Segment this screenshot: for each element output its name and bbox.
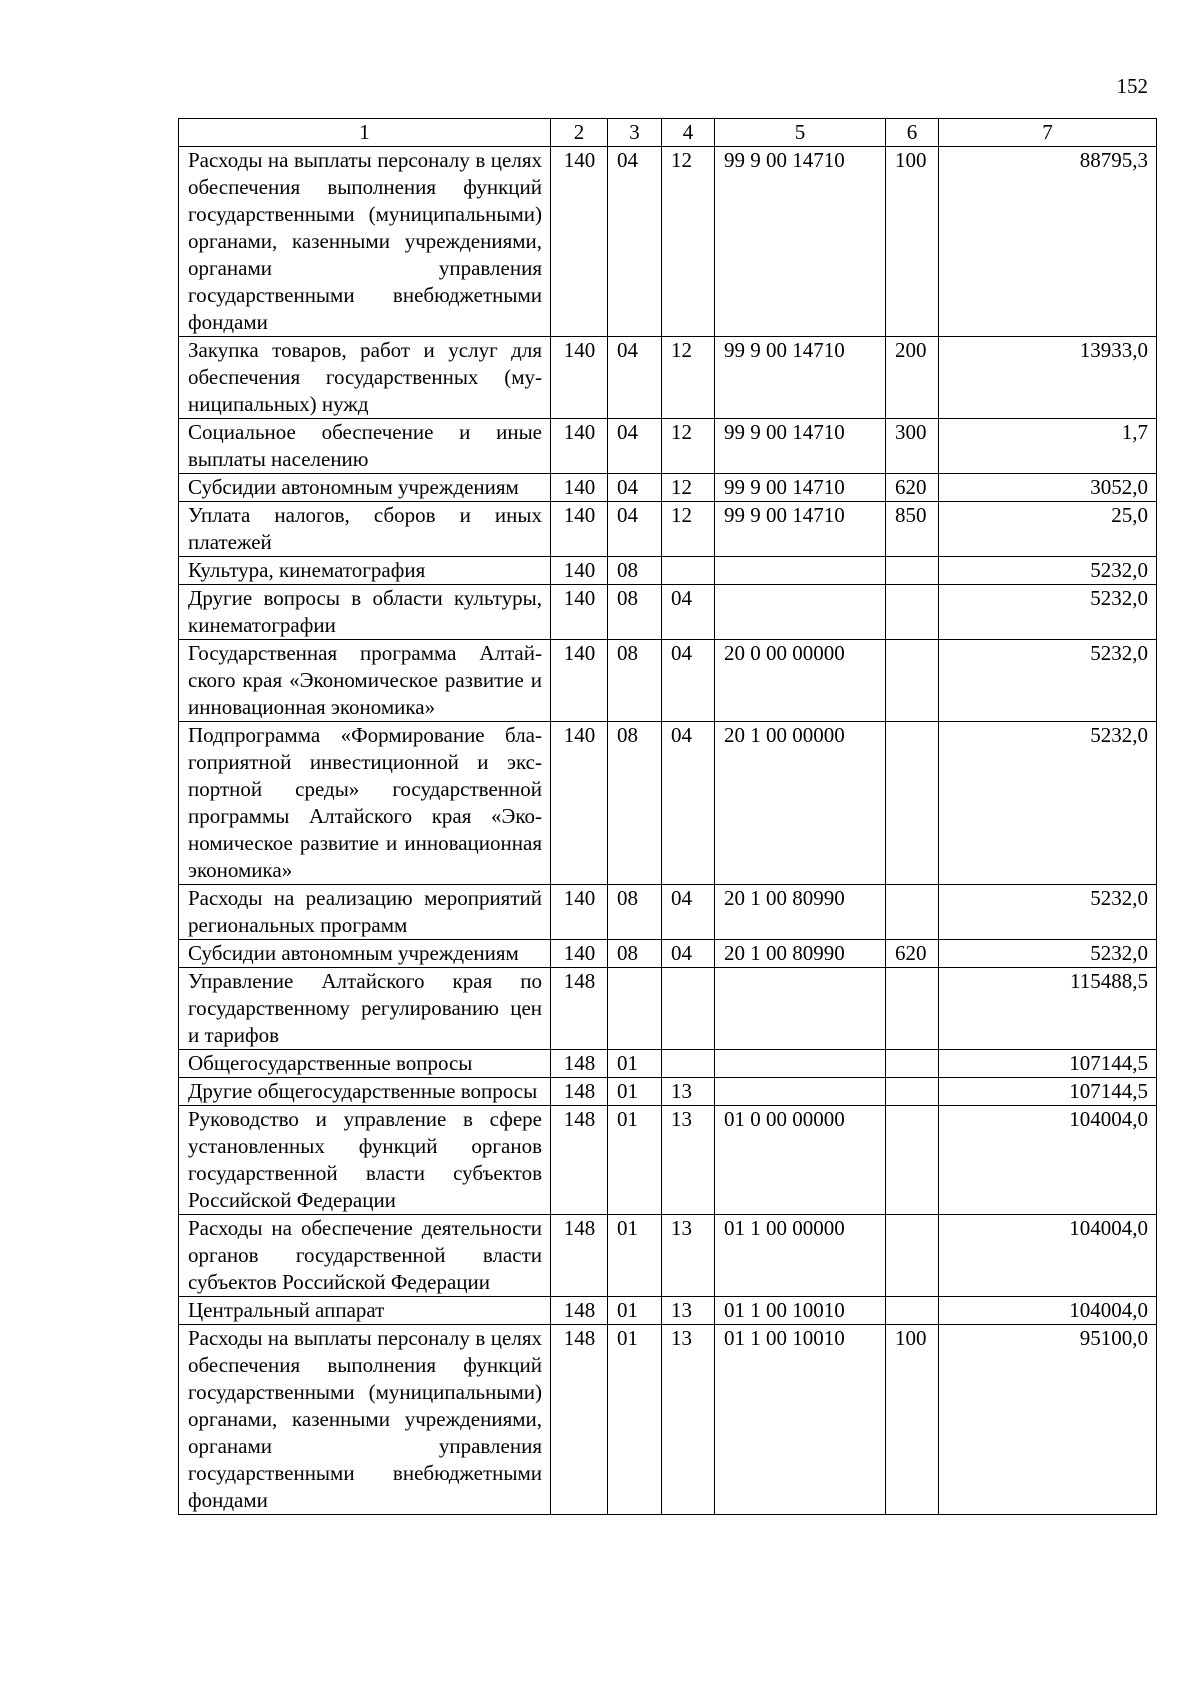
column-header-section: 3 bbox=[608, 119, 662, 147]
expense-type-cell bbox=[886, 1078, 939, 1106]
table-row bbox=[179, 1106, 1157, 1215]
target-article-cell: 99 9 00 14710 bbox=[715, 502, 886, 557]
subsection-code-cell: 13 bbox=[662, 1297, 715, 1325]
amount-cell: 5232,0 bbox=[939, 585, 1157, 640]
target-article-cell: 20 1 00 80990 bbox=[715, 885, 886, 940]
subsection-code-cell: 04 bbox=[662, 722, 715, 885]
section-code-cell bbox=[608, 968, 662, 1050]
expense-name-cell: Субсидии автономным учреждениям bbox=[179, 940, 551, 968]
target-article-cell: 20 1 00 80990 bbox=[715, 940, 886, 968]
target-article-cell: 01 1 00 10010 bbox=[715, 1325, 886, 1515]
expense-type-cell bbox=[886, 1297, 939, 1325]
expense-name-cell: Расходы на выплаты персоналу в целях обеспечения выполнения функций государственными (муниципальными) органами, казенными учреждениями, органами управления государственными внебюджетными фондами bbox=[179, 147, 551, 337]
section-code-cell: 08 bbox=[608, 640, 662, 722]
section-code-cell: 01 bbox=[608, 1325, 662, 1515]
table-row bbox=[179, 968, 1157, 1050]
table-row bbox=[179, 940, 1157, 968]
expense-name-cell: Другие вопросы в области культуры, кинематографии bbox=[179, 585, 551, 640]
amount-cell: 88795,3 bbox=[939, 147, 1157, 337]
expense-name-cell: Культура, кинематография bbox=[179, 557, 551, 585]
subsection-code-cell: 12 bbox=[662, 502, 715, 557]
admin-code-cell: 148 bbox=[551, 1078, 608, 1106]
subsection-code-cell: 12 bbox=[662, 474, 715, 502]
column-header-name: 1 bbox=[179, 119, 551, 147]
table-row bbox=[179, 474, 1157, 502]
target-article-cell: 99 9 00 14710 bbox=[715, 419, 886, 474]
table-row bbox=[179, 1215, 1157, 1297]
expense-type-cell bbox=[886, 722, 939, 885]
admin-code-cell: 140 bbox=[551, 585, 608, 640]
expense-type-cell bbox=[886, 640, 939, 722]
column-header-target-article: 5 bbox=[715, 119, 886, 147]
amount-cell: 104004,0 bbox=[939, 1297, 1157, 1325]
expense-type-cell bbox=[886, 585, 939, 640]
expense-name-cell: Другие общегосударственные вопросы bbox=[179, 1078, 551, 1106]
amount-cell: 5232,0 bbox=[939, 940, 1157, 968]
expense-name-cell: Центральный аппарат bbox=[179, 1297, 551, 1325]
target-article-cell: 01 1 00 00000 bbox=[715, 1215, 886, 1297]
admin-code-cell: 140 bbox=[551, 885, 608, 940]
target-article-cell: 99 9 00 14710 bbox=[715, 474, 886, 502]
subsection-code-cell: 13 bbox=[662, 1215, 715, 1297]
admin-code-cell: 148 bbox=[551, 1050, 608, 1078]
table-row bbox=[179, 722, 1157, 885]
amount-cell: 3052,0 bbox=[939, 474, 1157, 502]
expense-type-cell bbox=[886, 1106, 939, 1215]
admin-code-cell: 140 bbox=[551, 419, 608, 474]
subsection-code-cell bbox=[662, 1050, 715, 1078]
target-article-cell bbox=[715, 1078, 886, 1106]
amount-cell: 115488,5 bbox=[939, 968, 1157, 1050]
target-article-cell: 99 9 00 14710 bbox=[715, 337, 886, 419]
table-row bbox=[179, 502, 1157, 557]
expense-name-cell: Расходы на реализацию мероприятий региональных программ bbox=[179, 885, 551, 940]
expense-type-cell bbox=[886, 1215, 939, 1297]
section-code-cell: 08 bbox=[608, 722, 662, 885]
amount-cell: 107144,5 bbox=[939, 1078, 1157, 1106]
admin-code-cell: 148 bbox=[551, 1297, 608, 1325]
target-article-cell: 01 0 00 00000 bbox=[715, 1106, 886, 1215]
amount-cell: 25,0 bbox=[939, 502, 1157, 557]
target-article-cell bbox=[715, 557, 886, 585]
subsection-code-cell: 13 bbox=[662, 1078, 715, 1106]
expense-type-cell: 300 bbox=[886, 419, 939, 474]
section-code-cell: 01 bbox=[608, 1215, 662, 1297]
admin-code-cell: 140 bbox=[551, 557, 608, 585]
admin-code-cell: 140 bbox=[551, 474, 608, 502]
expense-type-cell bbox=[886, 557, 939, 585]
expense-type-cell bbox=[886, 885, 939, 940]
admin-code-cell: 140 bbox=[551, 502, 608, 557]
subsection-code-cell: 12 bbox=[662, 337, 715, 419]
table-row bbox=[179, 419, 1157, 474]
expense-type-cell: 100 bbox=[886, 1325, 939, 1515]
expense-name-cell: Руководство и управление в сфере установленных функций органов государственной власти субъектов Российской Федерации bbox=[179, 1106, 551, 1215]
section-code-cell: 04 bbox=[608, 337, 662, 419]
table-row bbox=[179, 1297, 1157, 1325]
expense-type-cell: 200 bbox=[886, 337, 939, 419]
table-row bbox=[179, 640, 1157, 722]
amount-cell: 13933,0 bbox=[939, 337, 1157, 419]
subsection-code-cell: 12 bbox=[662, 147, 715, 337]
amount-cell: 5232,0 bbox=[939, 557, 1157, 585]
admin-code-cell: 140 bbox=[551, 722, 608, 885]
section-code-cell: 08 bbox=[608, 885, 662, 940]
admin-code-cell: 148 bbox=[551, 1215, 608, 1297]
expense-name-cell: Подпрограмма «Формирование благоприятной инвестиционной и экспортной среды» государственной программы Алтайского края «Экономическое развитие и инновационная экономика» bbox=[179, 722, 551, 885]
subsection-code-cell: 04 bbox=[662, 585, 715, 640]
column-header-expense-type: 6 bbox=[886, 119, 939, 147]
section-code-cell: 08 bbox=[608, 585, 662, 640]
admin-code-cell: 140 bbox=[551, 640, 608, 722]
admin-code-cell: 140 bbox=[551, 337, 608, 419]
table-row bbox=[179, 147, 1157, 337]
amount-cell: 5232,0 bbox=[939, 640, 1157, 722]
expense-name-cell: Государственная программа Алтайского края «Экономическое развитие и инновационная экономика» bbox=[179, 640, 551, 722]
section-code-cell: 01 bbox=[608, 1297, 662, 1325]
expense-type-cell bbox=[886, 968, 939, 1050]
subsection-code-cell: 04 bbox=[662, 940, 715, 968]
target-article-cell: 20 0 00 00000 bbox=[715, 640, 886, 722]
admin-code-cell: 148 bbox=[551, 968, 608, 1050]
table-row bbox=[179, 885, 1157, 940]
amount-cell: 104004,0 bbox=[939, 1106, 1157, 1215]
target-article-cell: 01 1 00 10010 bbox=[715, 1297, 886, 1325]
column-header-amount: 7 bbox=[939, 119, 1157, 147]
section-code-cell: 08 bbox=[608, 940, 662, 968]
expense-type-cell bbox=[886, 1050, 939, 1078]
subsection-code-cell bbox=[662, 968, 715, 1050]
table-body bbox=[179, 147, 1157, 1515]
admin-code-cell: 148 bbox=[551, 1106, 608, 1215]
section-code-cell: 04 bbox=[608, 147, 662, 337]
amount-cell: 5232,0 bbox=[939, 722, 1157, 885]
expense-name-cell: Закупка товаров, работ и услуг для обеспечения государственных (муниципальных) нужд bbox=[179, 337, 551, 419]
amount-cell: 104004,0 bbox=[939, 1215, 1157, 1297]
subsection-code-cell: 04 bbox=[662, 885, 715, 940]
subsection-code-cell bbox=[662, 557, 715, 585]
table-row bbox=[179, 585, 1157, 640]
target-article-cell: 99 9 00 14710 bbox=[715, 147, 886, 337]
expense-name-cell: Социальное обеспечение и иные выплаты населению bbox=[179, 419, 551, 474]
expense-type-cell: 620 bbox=[886, 940, 939, 968]
section-code-cell: 08 bbox=[608, 557, 662, 585]
section-code-cell: 01 bbox=[608, 1078, 662, 1106]
target-article-cell bbox=[715, 1050, 886, 1078]
amount-cell: 5232,0 bbox=[939, 885, 1157, 940]
subsection-code-cell: 04 bbox=[662, 640, 715, 722]
expense-name-cell: Субсидии автономным учреждениям bbox=[179, 474, 551, 502]
subsection-code-cell: 13 bbox=[662, 1325, 715, 1515]
page-number: 152 bbox=[1116, 74, 1148, 98]
section-code-cell: 01 bbox=[608, 1106, 662, 1215]
section-code-cell: 04 bbox=[608, 474, 662, 502]
expense-name-cell: Уплата налогов, сборов и иных платежей bbox=[179, 502, 551, 557]
target-article-cell bbox=[715, 585, 886, 640]
budget-table bbox=[178, 118, 1157, 1515]
table-row bbox=[179, 1078, 1157, 1106]
admin-code-cell: 140 bbox=[551, 940, 608, 968]
column-header-subsection: 4 bbox=[662, 119, 715, 147]
table-row bbox=[179, 337, 1157, 419]
expense-name-cell: Расходы на выплаты персоналу в целях обеспечения выполнения функций государственными (муниципальными) органами, казенными учреждениями, органами управления государственными внебюджетными фондами bbox=[179, 1325, 551, 1515]
amount-cell: 107144,5 bbox=[939, 1050, 1157, 1078]
section-code-cell: 04 bbox=[608, 419, 662, 474]
amount-cell: 95100,0 bbox=[939, 1325, 1157, 1515]
expense-name-cell: Общегосударственные вопросы bbox=[179, 1050, 551, 1078]
table-row bbox=[179, 557, 1157, 585]
header-row bbox=[179, 119, 1157, 147]
expense-type-cell: 100 bbox=[886, 147, 939, 337]
admin-code-cell: 148 bbox=[551, 1325, 608, 1515]
target-article-cell bbox=[715, 968, 886, 1050]
section-code-cell: 04 bbox=[608, 502, 662, 557]
target-article-cell: 20 1 00 00000 bbox=[715, 722, 886, 885]
expense-name-cell: Расходы на обеспечение деятельности органов государственной власти субъектов Российской Федерации bbox=[179, 1215, 551, 1297]
table-row bbox=[179, 1325, 1157, 1515]
amount-cell: 1,7 bbox=[939, 419, 1157, 474]
expense-type-cell: 850 bbox=[886, 502, 939, 557]
table-row bbox=[179, 1050, 1157, 1078]
section-code-cell: 01 bbox=[608, 1050, 662, 1078]
subsection-code-cell: 13 bbox=[662, 1106, 715, 1215]
admin-code-cell: 140 bbox=[551, 147, 608, 337]
expense-type-cell: 620 bbox=[886, 474, 939, 502]
column-header-admin: 2 bbox=[551, 119, 608, 147]
subsection-code-cell: 12 bbox=[662, 419, 715, 474]
expense-name-cell: Управление Алтайского края по государственному регулированию цен и тарифов bbox=[179, 968, 551, 1050]
